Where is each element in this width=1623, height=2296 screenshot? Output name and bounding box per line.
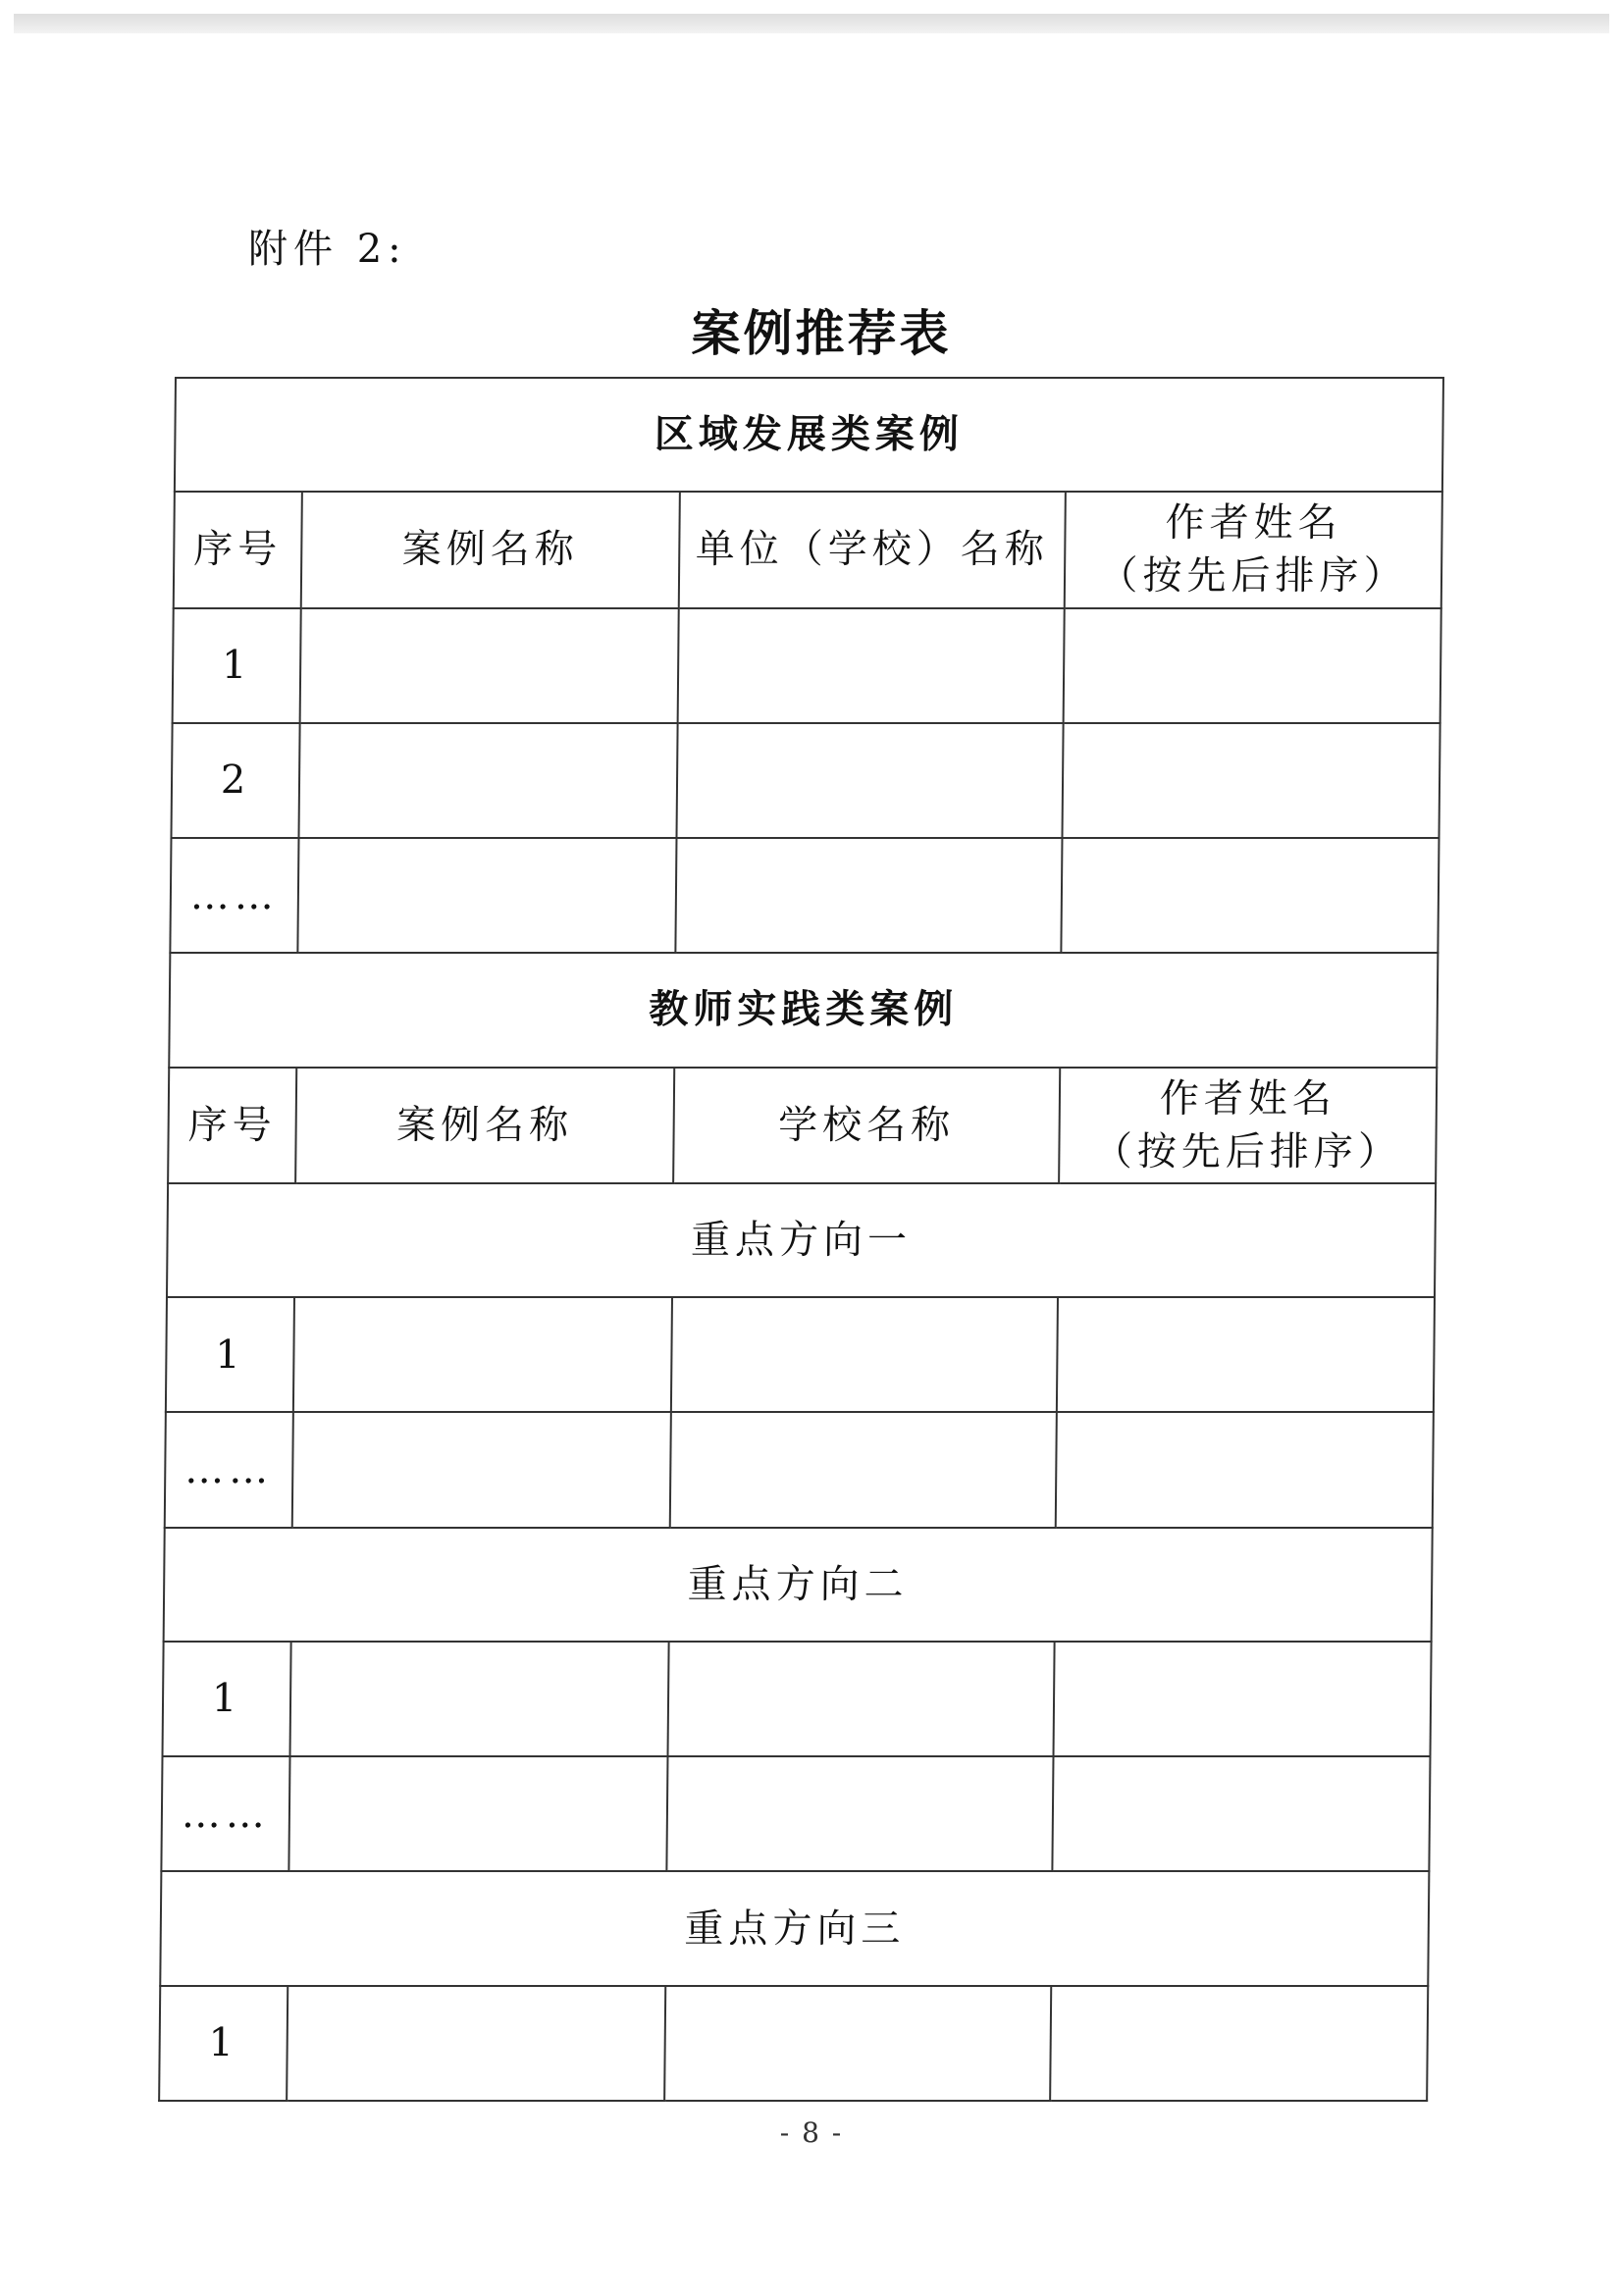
column-header-unit-name: 单位（学校）名称 xyxy=(679,492,1066,607)
attachment-label: 附件 2: xyxy=(248,227,407,272)
table-row xyxy=(166,1297,1435,1412)
row-index: …… xyxy=(161,1756,289,1871)
case-name-cell[interactable] xyxy=(298,723,677,838)
row-index: 1 xyxy=(159,1986,288,2101)
row-index: 2 xyxy=(171,723,299,838)
column-header-authors xyxy=(1065,492,1442,607)
column-header-case-name: 案例名称 xyxy=(295,1068,674,1183)
authors-cell[interactable] xyxy=(1064,608,1441,723)
column-header-index: 序号 xyxy=(174,492,302,607)
table-row xyxy=(159,1986,1428,2101)
column-header-index: 序号 xyxy=(168,1068,296,1183)
authors-cell[interactable] xyxy=(1061,838,1439,953)
column-header-authors-line1: 作者姓名 xyxy=(1159,1075,1337,1122)
case-name-cell[interactable] xyxy=(287,1986,665,2101)
column-header-case-name: 案例名称 xyxy=(301,492,680,607)
direction-heading-2: 重点方向二 xyxy=(164,1528,1433,1642)
table-row xyxy=(170,838,1439,953)
column-header-authors xyxy=(1059,1068,1437,1183)
direction-heading-3: 重点方向三 xyxy=(160,1871,1429,1985)
scan-edge xyxy=(14,14,1609,33)
case-name-cell[interactable] xyxy=(300,608,679,723)
case-name-cell[interactable] xyxy=(288,1756,667,1871)
case-name-cell[interactable] xyxy=(297,838,676,953)
unit-name-cell[interactable] xyxy=(676,723,1063,838)
recommendation-table xyxy=(158,377,1444,2102)
table-row xyxy=(163,1642,1432,1756)
school-name-cell[interactable] xyxy=(664,1986,1051,2101)
column-header-authors-line1: 作者姓名 xyxy=(1165,500,1342,547)
school-name-cell[interactable] xyxy=(670,1412,1057,1527)
page-number: - 8 - xyxy=(779,2116,844,2149)
table-row xyxy=(165,1412,1434,1527)
authors-cell[interactable] xyxy=(1057,1297,1435,1412)
authors-cell[interactable] xyxy=(1062,723,1440,838)
table-row xyxy=(171,723,1440,838)
section-heading-teacher: 教师实践类案例 xyxy=(169,953,1438,1067)
row-index: 1 xyxy=(173,608,301,723)
section-heading-regional: 区域发展类案例 xyxy=(175,378,1443,492)
case-name-cell[interactable] xyxy=(290,1642,669,1756)
case-name-cell[interactable] xyxy=(293,1297,672,1412)
table-header-row xyxy=(174,492,1442,607)
table-row xyxy=(173,608,1441,723)
authors-cell[interactable] xyxy=(1054,1642,1432,1756)
unit-name-cell[interactable] xyxy=(678,608,1065,723)
school-name-cell[interactable] xyxy=(666,1756,1053,1871)
authors-cell[interactable] xyxy=(1056,1412,1434,1527)
authors-cell[interactable] xyxy=(1052,1756,1430,1871)
table-header-row xyxy=(168,1068,1437,1183)
authors-cell[interactable] xyxy=(1050,1986,1428,2101)
table-row xyxy=(161,1756,1430,1871)
unit-name-cell[interactable] xyxy=(675,838,1062,953)
direction-heading-1: 重点方向一 xyxy=(167,1183,1436,1297)
column-header-school-name: 学校名称 xyxy=(673,1068,1060,1183)
page-title: 案例推荐表 xyxy=(691,304,952,362)
column-header-authors-line2: （按先后排序） xyxy=(1092,1128,1403,1174)
row-index: …… xyxy=(170,838,298,953)
school-name-cell[interactable] xyxy=(671,1297,1058,1412)
case-name-cell[interactable] xyxy=(292,1412,671,1527)
row-index: 1 xyxy=(166,1297,294,1412)
row-index: …… xyxy=(165,1412,293,1527)
row-index: 1 xyxy=(163,1642,291,1756)
column-header-authors-line2: （按先后排序） xyxy=(1098,553,1408,600)
school-name-cell[interactable] xyxy=(668,1642,1055,1756)
